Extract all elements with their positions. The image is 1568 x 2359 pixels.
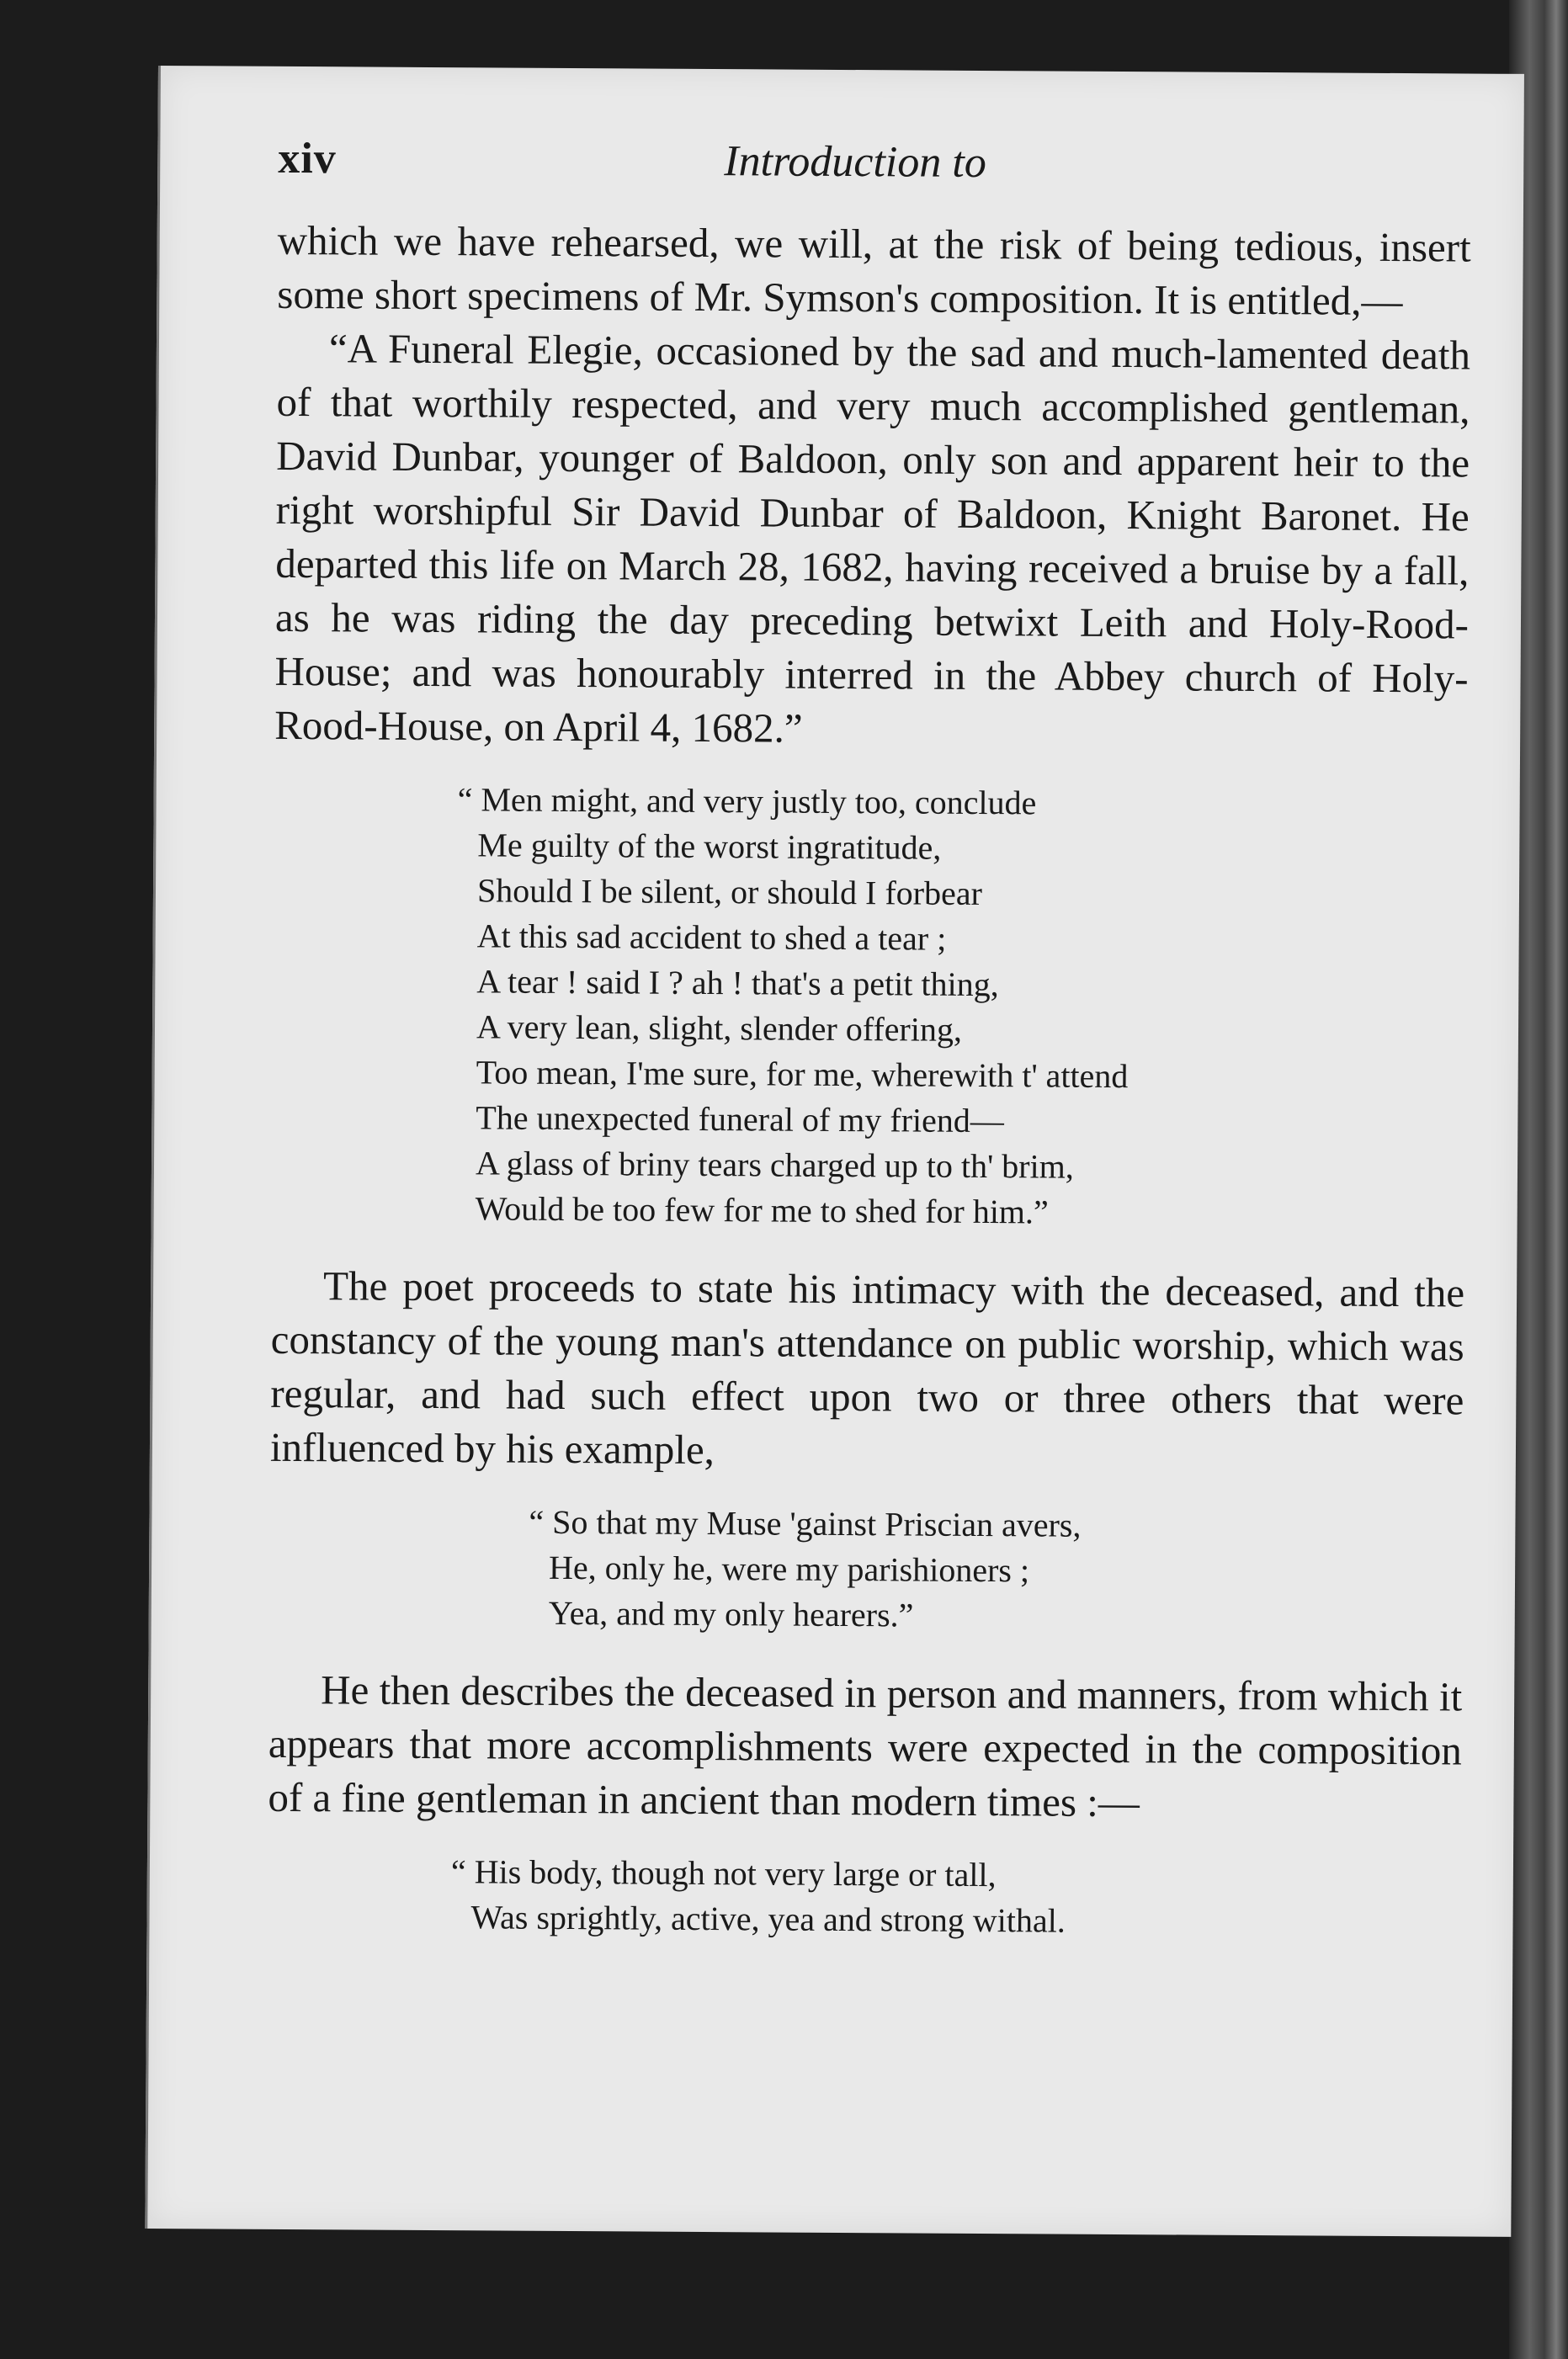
verse-block-2 xyxy=(529,1500,1464,1642)
paragraph-4: He then describes the deceased in person and manners, from which it appears that more accomplishments were expected in the composition of a fine gentleman in ancient than modern times :— xyxy=(268,1666,1463,1826)
book-page xyxy=(145,66,1524,2237)
paragraph-3: The poet proceeds to state his intimacy with the deceased, and the constancy of the young man's attendance on public worship, which was regular, and had such effect upon two or three others that were influenced by his example, xyxy=(269,1262,1465,1474)
running-head xyxy=(278,134,1439,199)
page-body xyxy=(267,214,1470,1947)
verse-line: The unexpected funeral of my friend— xyxy=(476,1098,1005,1140)
verse-block-3 xyxy=(450,1849,1461,1946)
verse-line: A glass of briny tears charged up to th' brim, xyxy=(475,1144,1074,1186)
verse-line: Yea, and my only hearers.” xyxy=(548,1593,914,1634)
verse-line: Was sprightly, active, yea and strong withal. xyxy=(470,1898,1066,1940)
verse-line: “ So that my Muse 'gainst Priscian avers, xyxy=(529,1502,1082,1544)
verse-line: “ Men might, and very justly too, conclude xyxy=(457,780,1037,822)
page-number: xiv xyxy=(278,134,337,183)
verse-line: Too mean, I'me sure, for me, wherewith t' attend xyxy=(476,1053,1129,1096)
verse-line: Would be too few for me to shed for him.” xyxy=(475,1189,1049,1231)
verse-line: “ His body, though not very large or tall, xyxy=(450,1852,997,1894)
verse-line: Should I be silent, or should I forbear xyxy=(476,871,983,912)
verse-line: At this sad accident to shed a tear ; xyxy=(476,917,947,958)
verse-line: He, only he, were my parishioners ; xyxy=(548,1548,1030,1590)
verse-block-1 xyxy=(455,777,1468,1237)
running-title: Introduction to xyxy=(724,137,986,188)
paragraph-1: which we have rehearsed, we will, at the risk of being tedious, insert some short specimens of Mr. Symson's composition. It is entitled,— xyxy=(277,216,1471,325)
verse-line: A very lean, slight, slender offering, xyxy=(476,1007,963,1049)
verse-line: Me guilty of the worst ingratitude, xyxy=(477,826,942,867)
verse-line: A tear ! said I ? ah ! that's a petit thing, xyxy=(476,962,999,1004)
paragraph-2-elegy-title: “A Funeral Elegie, occasioned by the sad and much-lamented death of that worthily respected, and very much accomplished gentleman, David Dunbar, younger of Baldoon, only son and apparent heir to the right worshipful Sir David Dunbar of Baldoon, Knight Baronet. He departed this life on March 28, 1682, having received a bruise by a fall, as he was riding the day preceding betwixt Leith and Holy-Rood-House; and was honourably interred in the Abbey church of Holy-Rood-House, on April 4, 1682.” xyxy=(274,325,1471,752)
